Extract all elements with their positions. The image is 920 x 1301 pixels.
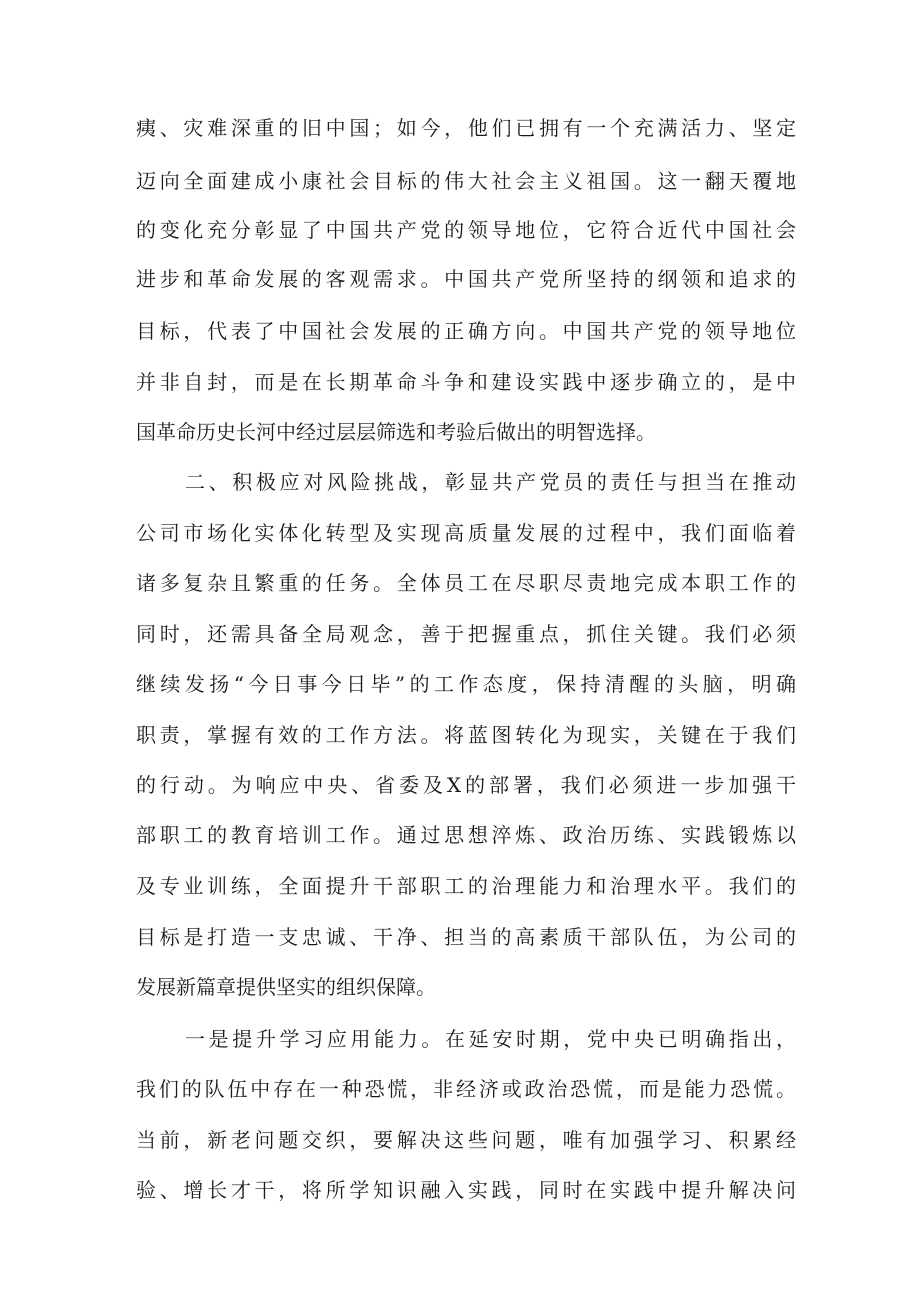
text-line-3: 的变化充分彰显了中国共产党的领导地位，它符合近代中国社会 [136, 218, 796, 242]
text-line-2: 迈向全面建成小康社会目标的伟大社会主义祖国。这一翻天覆地 [136, 169, 796, 193]
paragraph-start-line: 一是提升学习应用能力。在延安时期，党中央已明确指出， [185, 1027, 796, 1051]
text-line-17: 目标是打造一支忠诚、干净、担当的高素质干部队伍，为公司的 [136, 925, 796, 949]
text-line-11: 同时，还需具备全局观念，善于把握重点，抓住关键。我们必须 [136, 622, 796, 646]
section-heading-line: 二、积极应对风险挑战，彰显共产党员的责任与担当在推动 [185, 470, 796, 494]
text-line-18: 发展新篇章提供坚实的组织保障。 [136, 975, 436, 999]
text-line-20: 我们的队伍中存在一种恐慌，非经济或政治恐慌，而是能力恐慌。 [136, 1077, 796, 1101]
text-line-6: 并非自封，而是在长期革命斗争和建设实践中逐步确立的，是中 [136, 370, 796, 394]
text-line-12: 继续发扬“今日事今日毕”的工作态度，保持清醒的头脑，明确 [136, 672, 796, 696]
text-line-15: 部职工的教育培训工作。通过思想淬炼、政治历练、实践锻炼以 [136, 823, 796, 847]
text-line-13: 职责，掌握有效的工作方法。将蓝图转化为现实，关键在于我们 [136, 723, 796, 747]
text-line-22: 验、增长才干，将所学知识融入实践，同时在实践中提升解决问 [136, 1178, 796, 1202]
text-line-5: 目标，代表了中国社会发展的正确方向。中国共产党的领导地位 [136, 319, 796, 343]
text-line-14: 的行动。为响应中央、省委及X的部署，我们必须进一步加强干 [136, 773, 796, 797]
text-line-7: 国革命历史长河中经过层层筛选和考验后做出的明智选择。 [136, 420, 656, 444]
text-line-16: 及专业训练，全面提升干部职工的治理能力和治理水平。我们的 [136, 874, 796, 898]
text-line-21: 当前，新老问题交织，要解决这些问题，唯有加强学习、积累经 [136, 1128, 796, 1152]
text-line-4: 进步和革命发展的客观需求。中国共产党所坚持的纲领和追求的 [136, 267, 796, 291]
text-line-1: 痍、灾难深重的旧中国；如今，他们已拥有一个充满活力、坚定 [136, 116, 796, 140]
text-line-9: 公司市场化实体化转型及实现高质量发展的过程中，我们面临着 [136, 521, 796, 545]
text-line-10: 诸多复杂且繁重的任务。全体员工在尽职尽责地完成本职工作的 [136, 571, 796, 595]
